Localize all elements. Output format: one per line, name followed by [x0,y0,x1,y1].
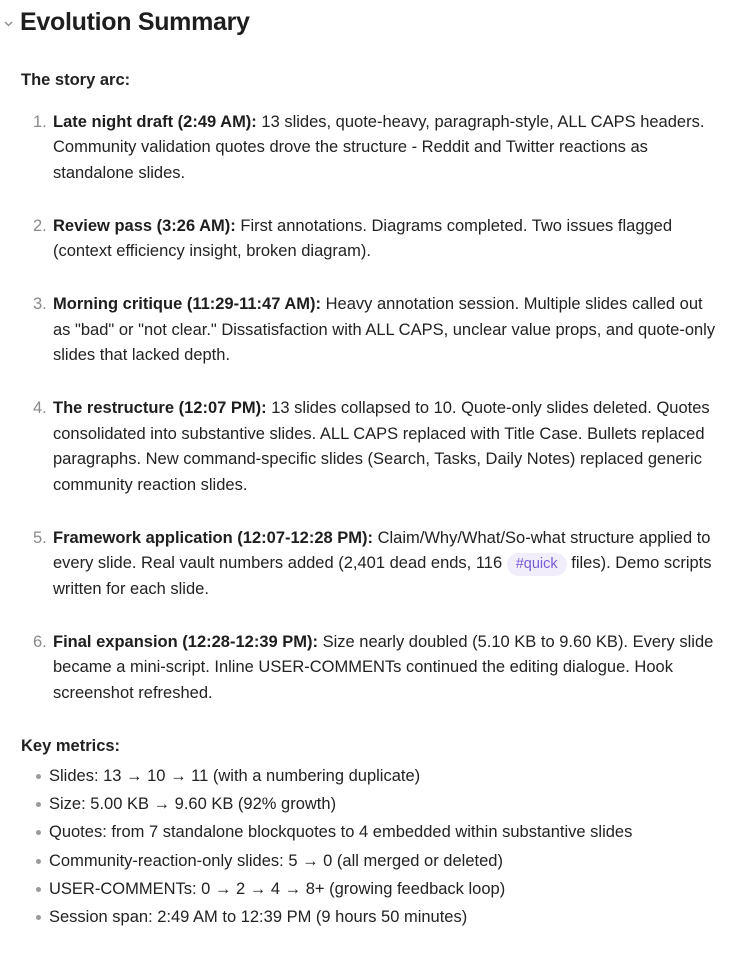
bullet-dot-icon [36,802,41,807]
item-lead: Morning critique (11:29-11:47 AM): [53,295,322,313]
metric-item [21,762,721,790]
item-text: Claim/Why/What/So-what structure applied to every slide. Real vault numbers added (2,401 dead ends, 116 [53,528,711,572]
list-item [21,526,721,603]
metric-text: Slides: 13 → 10 → 11 (with a numbering duplicate) [49,767,421,785]
bullet-dot-icon [36,830,41,835]
list-number: 1. [33,112,47,131]
list-number: 2. [33,216,47,235]
metrics-list [21,762,721,931]
metric-text: Size: 5.00 KB → 9.60 KB (92% growth) [49,795,337,814]
list-number: 5. [33,528,47,547]
item-lead: Review pass (3:26 AM): [53,216,236,235]
metric-item [21,790,721,818]
bullet-dot-icon [36,887,41,892]
metric-text: Quotes: from 7 standalone blockquotes to 4 embedded within substantive slides [49,823,633,842]
metric-text: USER-COMMENTs: 0 → 2 → 4 → 8+ (growing feedback loop) [49,879,506,898]
quick-tag[interactable]: #quick [507,553,567,576]
list-number: 6. [33,632,47,651]
metric-text: Community-reaction-only slides: 5 → 0 (all merged or deleted) [49,851,503,870]
list-item [21,110,721,187]
list-item [21,214,721,265]
item-text: files). Demo scripts written for each slide. [53,554,712,598]
story-arc-list [21,110,721,707]
item-text: 13 slides, quote-heavy, paragraph-style, ALL CAPS headers. Community validation quotes drove the structure - Reddit and Twitter reactions as standalone slides. [53,112,705,182]
metric-item [21,847,721,875]
bullet-dot-icon [36,915,41,920]
document-body [21,68,721,931]
list-item [21,396,721,498]
metric-item [21,875,721,903]
intro-text: The story arc: [21,71,131,89]
list-item [21,630,721,707]
chevron-down-icon[interactable] [4,18,18,30]
metric-item [21,818,721,846]
item-text: First annotations. Diagrams completed. Two issues flagged (context efficiency insight, broken diagram). [53,216,673,260]
list-number: 4. [33,399,47,417]
bullet-dot-icon [36,859,41,864]
list-number: 3. [33,295,47,313]
metric-text: Session span: 2:49 AM to 12:39 PM (9 hours 50 minutes) [49,908,468,927]
item-lead: Late night draft (2:49 AM): [53,112,257,131]
item-lead: Framework application (12:07-12:28 PM): [53,528,374,547]
metrics-title: Key metrics: [21,736,121,755]
item-text: 13 slides collapsed to 10. Quote-only slides deleted. Quotes consolidated into substantive slides. ALL CAPS replaced with Title Case. Bullets replaced paragraphs. New command-specific slides (Search, Tasks, Daily Notes) replaced generic community reaction slides. [53,399,710,494]
section-header[interactable] [0,8,250,37]
item-lead: The restructure (12:07 PM): [53,399,267,417]
item-text: Size nearly doubled (5.10 KB to 9.60 KB). Every slide became a mini-script. Inline USER-COMMENTs continued the editing dialogue. Hook screenshot refreshed. [53,632,714,702]
bullet-dot-icon [36,774,41,779]
page-title: Evolution Summary [20,8,250,36]
item-lead: Final expansion (12:28-12:39 PM): [53,632,318,651]
metric-item [21,903,721,931]
list-item [21,292,721,369]
item-text: Heavy annotation session. Multiple slides called out as "bad" or "not clear." Dissatisfaction with ALL CAPS, unclear value props, and quote-only slides that lacked depth. [53,295,716,364]
